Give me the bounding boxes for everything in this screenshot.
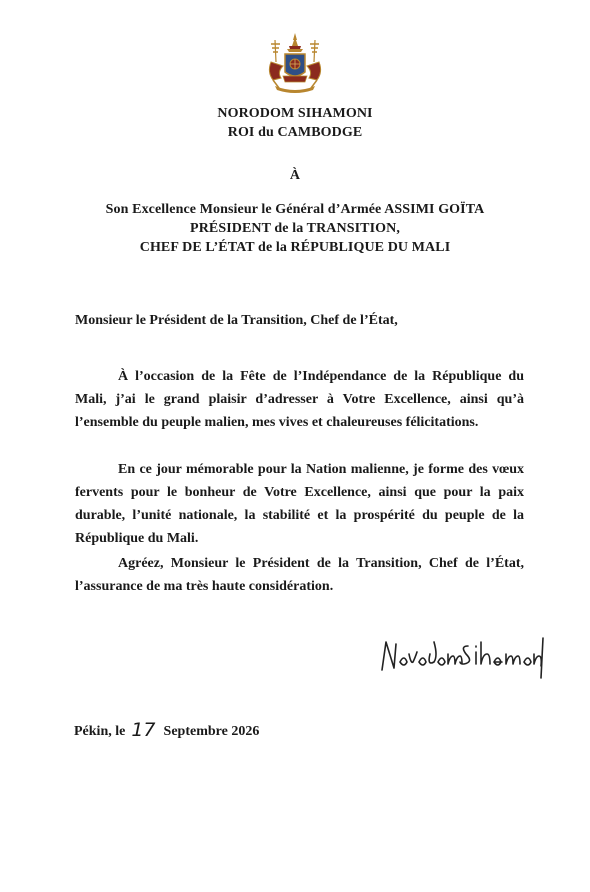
- body-paragraph: En ce jour mémorable pour la Nation malienne, je forme des vœux fervents pour le bonheur de Votre Excellence, ainsi que pour la paix durable, l’unité nationale, la stabilité et la prospérité du peuple de la République du Mali.: [75, 462, 524, 546]
- handwritten-signature: [378, 632, 548, 680]
- sender-name: NORODOM SIHAMONI: [217, 106, 373, 121]
- salutation: Monsieur le Président de la Transition, Chef de l’État,: [75, 313, 398, 328]
- date-month-year: Septembre 2026: [163, 724, 260, 739]
- royal-arms-of-cambodia-icon: [263, 32, 327, 96]
- to-marker: À: [289, 168, 301, 183]
- date-day-handwritten: 17: [131, 719, 156, 741]
- sender-title: ROI du CAMBODGE: [227, 125, 363, 140]
- date-line: [74, 718, 259, 740]
- closing-paragraph: Agréez, Monsieur le Président de la Transition, Chef de l’État, l’assurance de ma très haute considération.: [75, 556, 524, 594]
- recipient-line-3: CHEF DE L’ÉTAT de la RÉPUBLIQUE DU MALI: [139, 240, 451, 255]
- date-place: Pékin, le: [74, 724, 126, 739]
- body-paragraph: À l’occasion de la Fête de l’Indépendance de la République du Mali, j’ai le grand plaisir d’adresser à Votre Excellence, ainsi qu’à l’ensemble du peuple malien, mes vives et chaleureuses félicitations.: [75, 369, 524, 430]
- recipient-line-2: PRÉSIDENT de la TRANSITION,: [190, 221, 400, 236]
- recipient-line-1: Son Excellence Monsieur le Général d’Armée ASSIMI GOÏTA: [105, 202, 485, 217]
